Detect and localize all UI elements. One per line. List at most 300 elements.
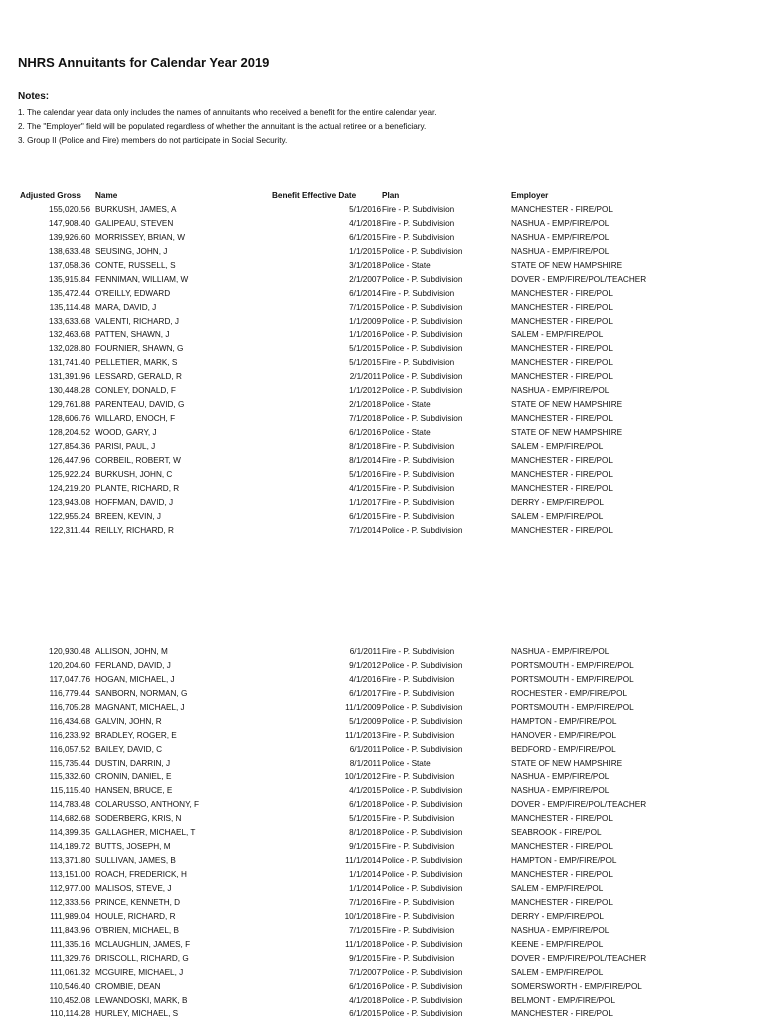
cell-employer: STATE OF NEW HAMPSHIRE [511,758,623,768]
cell-plan: Fire - P. Subdivision [382,358,455,368]
cell-plan: Police - P. Subdivision [382,883,463,893]
cell-benefit-effective-date: 2/1/2011 [349,372,381,382]
cell-benefit-effective-date: 1/1/2014 [349,870,381,880]
table-row [0,715,768,729]
cell-plan: Police - State [382,758,431,768]
cell-employer: NASHUA - EMP/FIRE/POL [511,647,610,656]
cell-name: BAILEY, DAVID, C [95,744,163,754]
cell-plan: Police - P. Subdivision [382,702,463,712]
table-row [0,259,768,273]
cell-adjusted-gross: 117,047.76 [49,674,90,684]
cell-adjusted-gross: 114,399.35 [49,828,90,838]
page-title: NHRS Annuitants for Calendar Year 2019 [18,55,270,70]
table-row [0,384,768,398]
cell-adjusted-gross: 128,204.52 [49,428,90,438]
table-row [0,370,768,384]
cell-adjusted-gross: 133,633.68 [49,316,90,326]
table-row [0,645,768,659]
cell-name: PARISI, PAUL, J [95,441,156,451]
cell-plan: Police - P. Subdivision [382,870,463,880]
table-row [0,217,768,231]
table-row [0,315,768,329]
cell-adjusted-gross: 113,151.00 [49,870,90,880]
cell-adjusted-gross: 126,447.96 [49,455,90,465]
cell-adjusted-gross: 132,028.80 [49,344,90,354]
cell-name: CONLEY, DONALD, F [95,386,176,396]
cell-name: PARENTEAU, DAVID, G [95,400,185,410]
cell-benefit-effective-date: 4/1/2018 [349,995,381,1005]
cell-adjusted-gross: 114,783.48 [49,800,90,810]
table-row [0,729,768,743]
cell-adjusted-gross: 125,922.24 [49,469,90,479]
cell-adjusted-gross: 130,448.28 [49,386,90,396]
cell-plan: Police - P. Subdivision [382,660,463,670]
cell-employer: MANCHESTER - FIRE/POL [511,897,613,907]
header-adjusted-gross: Adjusted Gross [20,191,81,200]
cell-benefit-effective-date: 7/1/2015 [349,925,381,935]
table-row [0,757,768,771]
cell-adjusted-gross: 114,682.68 [49,814,90,824]
cell-employer: DOVER - EMP/FIRE/POL/TEACHER [511,800,647,810]
table-row [0,966,768,980]
cell-employer: MANCHESTER - FIRE/POL [511,344,613,354]
table-row [0,770,768,784]
cell-employer: SALEM - EMP/FIRE/POL [511,967,604,977]
cell-adjusted-gross: 155,020.56 [49,205,90,214]
cell-plan: Fire - P. Subdivision [382,674,455,684]
cell-plan: Police - P. Subdivision [382,800,463,810]
cell-name: ROACH, FREDERICK, H [95,870,187,880]
notes-list [18,106,437,148]
cell-benefit-effective-date: 5/1/2015 [349,358,381,368]
cell-adjusted-gross: 115,115.40 [50,786,90,796]
cell-name: MCLAUGHLIN, JAMES, F [95,939,191,949]
cell-benefit-effective-date: 10/1/2012 [344,772,381,782]
cell-employer: NASHUA - EMP/FIRE/POL [511,218,610,228]
cell-employer: SOMERSWORTH - EMP/FIRE/POL [511,981,642,991]
cell-adjusted-gross: 120,204.60 [49,660,90,670]
cell-plan: Fire - P. Subdivision [382,911,455,921]
cell-employer: MANCHESTER - FIRE/POL [511,1009,613,1019]
table-row [0,826,768,840]
cell-plan: Fire - P. Subdivision [382,814,455,824]
cell-adjusted-gross: 115,735.44 [49,758,90,768]
table-row [0,426,768,440]
note-item: 3. Group II (Police and Fire) members do not participate in Social Security. [18,136,288,145]
cell-name: PELLETIER, MARK, S [95,358,178,368]
cell-plan: Police - P. Subdivision [382,1009,463,1019]
cell-employer: MANCHESTER - FIRE/POL [511,469,613,479]
cell-name: MCGUIRE, MICHAEL, J [95,967,184,977]
cell-plan: Police - P. Subdivision [382,330,463,340]
cell-adjusted-gross: 110,114.28 [50,1009,90,1019]
cell-plan: Fire - P. Subdivision [382,842,455,852]
cell-employer: HAMPTON - EMP/FIRE/POL [511,856,617,866]
cell-name: O'REILLY, EDWARD [95,288,171,298]
cell-benefit-effective-date: 3/1/2018 [349,260,381,270]
cell-name: FERLAND, DAVID, J [95,660,171,670]
cell-adjusted-gross: 116,705.28 [49,702,90,712]
cell-name: MORRISSEY, BRIAN, W [95,232,185,242]
cell-benefit-effective-date: 5/1/2016 [349,205,381,214]
cell-benefit-effective-date: 6/1/2015 [349,1009,381,1019]
table-row [0,482,768,496]
table-row [0,203,768,217]
cell-employer: PORTSMOUTH - EMP/FIRE/POL [511,702,634,712]
cell-name: SANBORN, NORMAN, G [95,688,188,698]
table-row [0,659,768,673]
cell-name: CRONIN, DANIEL, E [95,772,172,782]
cell-adjusted-gross: 122,311.44 [49,525,90,535]
table-row [0,938,768,952]
cell-employer: DOVER - EMP/FIRE/POL/TEACHER [511,274,647,284]
cell-benefit-effective-date: 2/1/2018 [349,400,381,410]
cell-name: MAGNANT, MICHAEL, J [95,702,185,712]
cell-adjusted-gross: 127,854.36 [49,441,90,451]
cell-benefit-effective-date: 6/1/2016 [349,428,381,438]
cell-plan: Fire - P. Subdivision [382,205,455,214]
cell-employer: NASHUA - EMP/FIRE/POL [511,232,610,242]
cell-employer: MANCHESTER - FIRE/POL [511,302,613,312]
cell-adjusted-gross: 131,741.40 [49,358,90,368]
cell-adjusted-gross: 116,434.68 [49,716,90,726]
cell-employer: MANCHESTER - FIRE/POL [511,525,613,535]
cell-benefit-effective-date: 9/1/2015 [349,842,381,852]
cell-benefit-effective-date: 9/1/2012 [349,660,381,670]
cell-adjusted-gross: 139,926.60 [49,232,90,242]
cell-adjusted-gross: 132,463.68 [49,330,90,340]
cell-name: HOFFMAN, DAVID, J [95,497,174,507]
cell-benefit-effective-date: 1/1/2014 [349,883,381,893]
cell-adjusted-gross: 110,546.40 [49,981,90,991]
cell-benefit-effective-date: 6/1/2017 [349,688,381,698]
cell-plan: Police - P. Subdivision [382,316,463,326]
table-row [0,952,768,966]
table-row [0,468,768,482]
cell-benefit-effective-date: 7/1/2015 [349,302,381,312]
cell-adjusted-gross: 122,955.24 [49,511,90,521]
cell-benefit-effective-date: 1/1/2012 [349,386,381,396]
table-row [0,994,768,1008]
cell-plan: Fire - P. Subdivision [382,730,455,740]
cell-name: GALIPEAU, STEVEN [95,218,174,228]
cell-employer: MANCHESTER - FIRE/POL [511,842,613,852]
cell-employer: STATE OF NEW HAMPSHIRE [511,400,623,410]
cell-employer: MANCHESTER - FIRE/POL [511,483,613,493]
cell-benefit-effective-date: 11/1/2013 [345,730,381,740]
cell-name: MARA, DAVID, J [95,302,157,312]
table-row [0,231,768,245]
cell-benefit-effective-date: 4/1/2015 [349,483,381,493]
cell-adjusted-gross: 147,908.40 [49,218,90,228]
cell-adjusted-gross: 116,233.92 [49,730,90,740]
table-row [0,454,768,468]
table-row [0,496,768,510]
table-row [0,812,768,826]
table-row [0,798,768,812]
cell-employer: MANCHESTER - FIRE/POL [511,316,613,326]
cell-plan: Police - State [382,260,431,270]
cell-benefit-effective-date: 6/1/2015 [349,232,381,242]
cell-adjusted-gross: 111,329.76 [50,953,90,963]
cell-plan: Police - P. Subdivision [382,386,463,396]
table-row [0,356,768,370]
cell-benefit-effective-date: 1/1/2017 [349,497,381,507]
cell-adjusted-gross: 124,219.20 [49,483,90,493]
table-row [0,673,768,687]
header-employer: Employer [511,191,549,200]
header-name: Name [95,191,118,200]
cell-plan: Police - P. Subdivision [382,414,463,424]
cell-plan: Police - State [382,400,431,410]
cell-benefit-effective-date: 4/1/2015 [349,786,381,796]
table-row [0,301,768,315]
cell-name: BREEN, KEVIN, J [95,511,161,521]
cell-name: CONTE, RUSSELL, S [95,260,176,270]
table-row [0,328,768,342]
cell-employer: DERRY - EMP/FIRE/POL [511,497,604,507]
table-row [0,398,768,412]
cell-adjusted-gross: 113,371.80 [49,856,90,866]
cell-name: REILLY, RICHARD, R [95,525,174,535]
cell-employer: MANCHESTER - FIRE/POL [511,870,613,880]
cell-name: CROMBIE, DEAN [95,981,161,991]
cell-plan: Police - P. Subdivision [382,981,463,991]
cell-adjusted-gross: 135,114.48 [49,302,90,312]
cell-name: ALLISON, JOHN, M [95,647,168,656]
cell-plan: Police - P. Subdivision [382,344,463,354]
cell-plan: Police - P. Subdivision [382,525,463,535]
cell-benefit-effective-date: 11/1/2009 [345,702,381,712]
cell-plan: Police - P. Subdivision [382,995,463,1005]
cell-name: MALISOS, STEVE, J [95,883,172,893]
table-row [0,687,768,701]
notes-heading: Notes: [18,91,50,102]
cell-employer: MANCHESTER - FIRE/POL [511,358,613,368]
cell-adjusted-gross: 129,761.88 [49,400,90,410]
cell-benefit-effective-date: 6/1/2015 [349,511,381,521]
cell-adjusted-gross: 128,606.76 [49,414,90,424]
table-header [0,189,768,203]
cell-benefit-effective-date: 1/1/2016 [349,330,381,340]
cell-benefit-effective-date: 5/1/2015 [349,814,381,824]
cell-adjusted-gross: 112,977.00 [49,883,90,893]
cell-benefit-effective-date: 4/1/2018 [349,218,381,228]
cell-name: PATTEN, SHAWN, J [95,330,170,340]
cell-benefit-effective-date: 4/1/2016 [349,674,381,684]
cell-adjusted-gross: 116,779.44 [49,688,90,698]
cell-benefit-effective-date: 7/1/2018 [349,414,381,424]
cell-name: WOOD, GARY, J [95,428,157,438]
cell-benefit-effective-date: 7/1/2014 [349,525,381,535]
cell-plan: Fire - P. Subdivision [382,511,455,521]
table-row [0,868,768,882]
cell-plan: Police - P. Subdivision [382,967,463,977]
cell-name: PLANTE, RICHARD, R [95,483,180,493]
cell-adjusted-gross: 111,061.32 [50,967,90,977]
cell-employer: PORTSMOUTH - EMP/FIRE/POL [511,660,634,670]
cell-employer: NASHUA - EMP/FIRE/POL [511,786,610,796]
cell-name: WILLARD, ENOCH, F [95,414,176,424]
cell-employer: SALEM - EMP/FIRE/POL [511,883,604,893]
cell-benefit-effective-date: 7/1/2007 [349,967,381,977]
cell-adjusted-gross: 120,930.48 [49,647,90,656]
table-row [0,412,768,426]
cell-employer: DOVER - EMP/FIRE/POL/TEACHER [511,953,647,963]
cell-plan: Fire - P. Subdivision [382,441,455,451]
table-row [0,882,768,896]
cell-name: CORBEIL, ROBERT, W [95,455,181,465]
cell-employer: HANOVER - EMP/FIRE/POL [511,730,617,740]
cell-name: LEWANDOSKI, MARK, B [95,995,188,1005]
table-row [0,342,768,356]
cell-name: BURKUSH, JOHN, C [95,469,173,479]
header-plan: Plan [382,191,400,200]
cell-employer: MANCHESTER - FIRE/POL [511,814,613,824]
cell-adjusted-gross: 138,633.48 [49,246,90,256]
cell-plan: Fire - P. Subdivision [382,232,455,242]
cell-name: O'BRIEN, MICHAEL, B [95,925,179,935]
note-item: 2. The "Employer" field will be populated regardless of whether the annuitant is the actual retiree or a beneficiary. [18,122,427,131]
cell-employer: DERRY - EMP/FIRE/POL [511,911,604,921]
cell-plan: Fire - P. Subdivision [382,647,455,656]
cell-plan: Fire - P. Subdivision [382,772,455,782]
cell-employer: SALEM - EMP/FIRE/POL [511,441,604,451]
table-row [0,784,768,798]
cell-plan: Police - P. Subdivision [382,939,463,949]
cell-name: BRADLEY, ROGER, E [95,730,177,740]
cell-plan: Police - P. Subdivision [382,856,463,866]
table-row [0,245,768,259]
cell-benefit-effective-date: 6/1/2016 [349,981,381,991]
cell-employer: MANCHESTER - FIRE/POL [511,414,613,424]
table-row [0,440,768,454]
cell-benefit-effective-date: 5/1/2016 [349,469,381,479]
cell-adjusted-gross: 137,058.36 [49,260,90,270]
cell-benefit-effective-date: 8/1/2018 [349,828,381,838]
cell-plan: Police - P. Subdivision [382,274,463,284]
cell-name: PRINCE, KENNETH, D [95,897,181,907]
cell-plan: Fire - P. Subdivision [382,218,455,228]
cell-adjusted-gross: 110,452.08 [49,995,90,1005]
cell-name: GALVIN, JOHN, R [95,716,162,726]
cell-plan: Fire - P. Subdivision [382,455,455,465]
cell-plan: Police - P. Subdivision [382,372,463,382]
cell-plan: Police - P. Subdivision [382,828,463,838]
cell-benefit-effective-date: 6/1/2011 [349,744,381,754]
cell-name: VALENTI, RICHARD, J [95,316,180,326]
table-row [0,1007,768,1021]
table-row [0,701,768,715]
cell-name: GALLAGHER, MICHAEL, T [95,828,196,838]
cell-employer: ROCHESTER - EMP/FIRE/POL [511,688,628,698]
cell-adjusted-gross: 112,333.56 [49,897,90,907]
cell-employer: SALEM - EMP/FIRE/POL [511,511,604,521]
cell-name: BUTTS, JOSEPH, M [95,842,171,852]
cell-name: HOULE, RICHARD, R [95,911,176,921]
table-row [0,910,768,924]
cell-employer: BELMONT - EMP/FIRE/POL [511,995,616,1005]
table-row [0,273,768,287]
cell-employer: PORTSMOUTH - EMP/FIRE/POL [511,674,634,684]
cell-plan: Police - P. Subdivision [382,716,463,726]
cell-benefit-effective-date: 10/1/2018 [344,911,381,921]
cell-benefit-effective-date: 1/1/2009 [349,316,381,326]
cell-plan: Fire - P. Subdivision [382,897,455,907]
cell-benefit-effective-date: 11/1/2014 [345,856,381,866]
cell-plan: Police - P. Subdivision [382,786,463,796]
cell-employer: MANCHESTER - FIRE/POL [511,455,613,465]
cell-employer: MANCHESTER - FIRE/POL [511,205,613,214]
cell-employer: KEENE - EMP/FIRE/POL [511,939,604,949]
cell-benefit-effective-date: 6/1/2014 [349,288,381,298]
cell-plan: Fire - P. Subdivision [382,688,455,698]
cell-employer: NASHUA - EMP/FIRE/POL [511,246,610,256]
cell-employer: HAMPTON - EMP/FIRE/POL [511,716,617,726]
table-row [0,924,768,938]
cell-employer: SEABROOK - FIRE/POL [511,828,602,838]
note-item: 1. The calendar year data only includes the names of annuitants who received a benefit for the entire calendar year. [18,108,437,117]
cell-plan: Fire - P. Subdivision [382,469,455,479]
cell-adjusted-gross: 111,989.04 [50,911,90,921]
cell-adjusted-gross: 114,189.72 [49,842,90,852]
cell-adjusted-gross: 115,332.60 [49,772,90,782]
cell-employer: BEDFORD - EMP/FIRE/POL [511,744,616,754]
cell-benefit-effective-date: 9/1/2015 [349,953,381,963]
cell-name: BURKUSH, JAMES, A [95,205,177,214]
cell-adjusted-gross: 111,335.16 [50,939,90,949]
cell-benefit-effective-date: 5/1/2009 [349,716,381,726]
cell-name: SEUSING, JOHN, J [95,246,168,256]
cell-name: FOURNIER, SHAWN, G [95,344,184,354]
cell-name: LESSARD, GERALD, R [95,372,182,382]
cell-plan: Police - P. Subdivision [382,302,463,312]
cell-adjusted-gross: 135,472.44 [49,288,90,298]
cell-plan: Fire - P. Subdivision [382,953,455,963]
cell-plan: Fire - P. Subdivision [382,925,455,935]
cell-benefit-effective-date: 7/1/2016 [349,897,381,907]
cell-name: DRISCOLL, RICHARD, G [95,953,189,963]
cell-name: HANSEN, BRUCE, E [95,786,173,796]
cell-benefit-effective-date: 8/1/2011 [349,758,381,768]
cell-employer: NASHUA - EMP/FIRE/POL [511,772,610,782]
cell-name: HOGAN, MICHAEL, J [95,674,175,684]
cell-name: FENNIMAN, WILLIAM, W [95,274,189,284]
table-row [0,287,768,301]
table-row [0,524,768,538]
cell-plan: Police - P. Subdivision [382,744,463,754]
cell-benefit-effective-date: 6/1/2018 [349,800,381,810]
header-benefit-effective-date: Benefit Effective Date [272,191,357,200]
table-row [0,980,768,994]
cell-employer: NASHUA - EMP/FIRE/POL [511,386,610,396]
cell-plan: Police - P. Subdivision [382,246,463,256]
cell-employer: STATE OF NEW HAMPSHIRE [511,260,623,270]
cell-employer: MANCHESTER - FIRE/POL [511,372,613,382]
cell-benefit-effective-date: 5/1/2015 [349,344,381,354]
cell-benefit-effective-date: 8/1/2018 [349,441,381,451]
cell-benefit-effective-date: 6/1/2011 [349,647,381,656]
cell-adjusted-gross: 131,391.96 [49,372,90,382]
cell-employer: SALEM - EMP/FIRE/POL [511,330,604,340]
table-row [0,840,768,854]
cell-plan: Fire - P. Subdivision [382,288,455,298]
cell-employer: STATE OF NEW HAMPSHIRE [511,428,623,438]
table-row [0,854,768,868]
cell-adjusted-gross: 116,057.52 [49,744,90,754]
cell-name: SULLIVAN, JAMES, B [95,856,176,866]
cell-name: HURLEY, MICHAEL, S [95,1009,179,1019]
